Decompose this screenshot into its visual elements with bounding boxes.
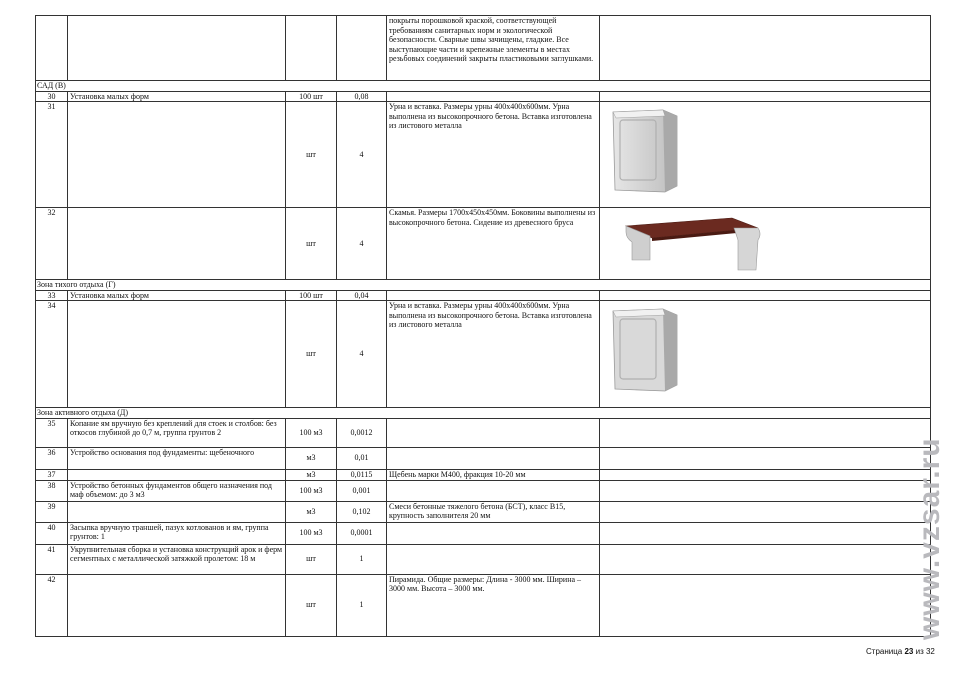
row-number: 41 bbox=[36, 544, 68, 574]
table-row bbox=[36, 102, 931, 208]
unit-cell: шт bbox=[286, 574, 337, 636]
page-number: 23 bbox=[904, 647, 914, 656]
qty-cell: 4 bbox=[337, 301, 387, 408]
work-name: Засыпка вручную траншей, пазух котлованов и ям, группа грунтов: 1 bbox=[68, 522, 286, 544]
work-name: Устройство основания под фундаменты: щебеночного bbox=[68, 447, 286, 469]
row-number: 36 bbox=[36, 447, 68, 469]
unit-cell: шт bbox=[286, 544, 337, 574]
item-description: Скамья. Размеры 1700х450х450мм. Боковины выполнены из высокопрочного бетона. Сидение из древесного бруса bbox=[387, 208, 600, 280]
row-number: 40 bbox=[36, 522, 68, 544]
qty-cell: 0,08 bbox=[337, 91, 387, 102]
qty-cell: 0,001 bbox=[337, 480, 387, 501]
table-row bbox=[36, 16, 931, 81]
concrete-urn-image bbox=[607, 305, 687, 393]
unit-cell: м3 bbox=[286, 447, 337, 469]
row-number: 39 bbox=[36, 501, 68, 522]
page-prefix: Страница bbox=[866, 647, 905, 656]
unit-cell: 100 м3 bbox=[286, 522, 337, 544]
unit-cell: м3 bbox=[286, 469, 337, 480]
row-number: 33 bbox=[36, 290, 68, 301]
table-row bbox=[36, 91, 931, 102]
unit-cell: м3 bbox=[286, 501, 337, 522]
unit-cell: 100 м3 bbox=[286, 418, 337, 447]
unit-cell: 100 шт bbox=[286, 91, 337, 102]
qty-cell: 0,0012 bbox=[337, 418, 387, 447]
unit-cell: шт bbox=[286, 208, 337, 280]
image-cell bbox=[600, 102, 931, 208]
section-row bbox=[36, 81, 931, 92]
table-row bbox=[36, 447, 931, 469]
page-of: из bbox=[913, 647, 926, 656]
table-row bbox=[36, 522, 931, 544]
qty-cell: 0,01 bbox=[337, 447, 387, 469]
qty-cell: 0,0001 bbox=[337, 522, 387, 544]
work-name: Укрупнительная сборка и установка конструкций арок и ферм сегментных с металлической затяжкой пролетом: 18 м bbox=[68, 544, 286, 574]
concrete-urn-image bbox=[607, 106, 687, 194]
table-row bbox=[36, 480, 931, 501]
page-total: 32 bbox=[925, 647, 935, 656]
item-description: Урна и вставка. Размеры урны 400х400х600мм. Урна выполнена из высокопрочного бетона. Вставка изготовлена из листового металла bbox=[387, 102, 600, 208]
item-description: Урна и вставка. Размеры урны 400х400х600мм. Урна выполнена из высокопрочного бетона. Вставка изготовлена из листового металла bbox=[387, 301, 600, 408]
table-row bbox=[36, 469, 931, 480]
item-description: Пирамида. Общие размеры: Длина - 3000 мм. Ширина – 3000 мм. Высота – 3000 мм. bbox=[387, 574, 600, 636]
row-number: 37 bbox=[36, 469, 68, 480]
row-number: 30 bbox=[36, 91, 68, 102]
table-row bbox=[36, 544, 931, 574]
concrete-bench-image bbox=[622, 214, 762, 274]
unit-cell: 100 м3 bbox=[286, 480, 337, 501]
image-cell bbox=[600, 301, 931, 408]
row-number: 32 bbox=[36, 208, 68, 280]
row-number: 35 bbox=[36, 418, 68, 447]
section-title: Зона тихого отдыха (Г) bbox=[36, 280, 931, 291]
qty-cell: 1 bbox=[337, 574, 387, 636]
table-row bbox=[36, 574, 931, 636]
row-number: 42 bbox=[36, 574, 68, 636]
row-number: 38 bbox=[36, 480, 68, 501]
item-description: Щебень марки М400, фракция 10-20 мм bbox=[387, 469, 600, 480]
image-cell bbox=[600, 208, 931, 280]
qty-cell: 4 bbox=[337, 102, 387, 208]
page-footer bbox=[866, 647, 935, 656]
qty-cell: 0,0115 bbox=[337, 469, 387, 480]
item-description: покрыты порошковой краской, соответствующей требованиям санитарных норм и экологической безопасности. Сварные швы зачищены, гладкие. Все выступающие части и крепежные элементы в местах резьбовых соединений закрыты пластиковыми заглушками. bbox=[387, 16, 600, 81]
qty-cell: 4 bbox=[337, 208, 387, 280]
item-description: Смеси бетонные тяжелого бетона (БСТ), класс В15, крупность заполнителя 20 мм bbox=[387, 501, 600, 522]
section-title: Зона активного отдыха (Д) bbox=[36, 408, 931, 419]
qty-cell: 1 bbox=[337, 544, 387, 574]
table-row bbox=[36, 301, 931, 408]
section-title: САД (В) bbox=[36, 81, 931, 92]
section-row bbox=[36, 280, 931, 291]
unit-cell: шт bbox=[286, 301, 337, 408]
row-number: 31 bbox=[36, 102, 68, 208]
work-name: Установка малых форм bbox=[68, 290, 286, 301]
unit-cell: 100 шт bbox=[286, 290, 337, 301]
qty-cell: 0,04 bbox=[337, 290, 387, 301]
table-row bbox=[36, 418, 931, 447]
work-name: Устройство бетонных фундаментов общего назначения под маф объемом: до 3 м3 bbox=[68, 480, 286, 501]
estimate-table bbox=[35, 15, 931, 637]
unit-cell: шт bbox=[286, 102, 337, 208]
work-name: Установка малых форм bbox=[68, 91, 286, 102]
section-row bbox=[36, 408, 931, 419]
row-number: 34 bbox=[36, 301, 68, 408]
table-row bbox=[36, 501, 931, 522]
watermark: www.vzsar.ru bbox=[913, 437, 946, 640]
table-row bbox=[36, 290, 931, 301]
table-row bbox=[36, 208, 931, 280]
qty-cell: 0,102 bbox=[337, 501, 387, 522]
work-name: Копание ям вручную без креплений для стоек и столбов: без откосов глубиной до 0,7 м, группа грунтов 2 bbox=[68, 418, 286, 447]
